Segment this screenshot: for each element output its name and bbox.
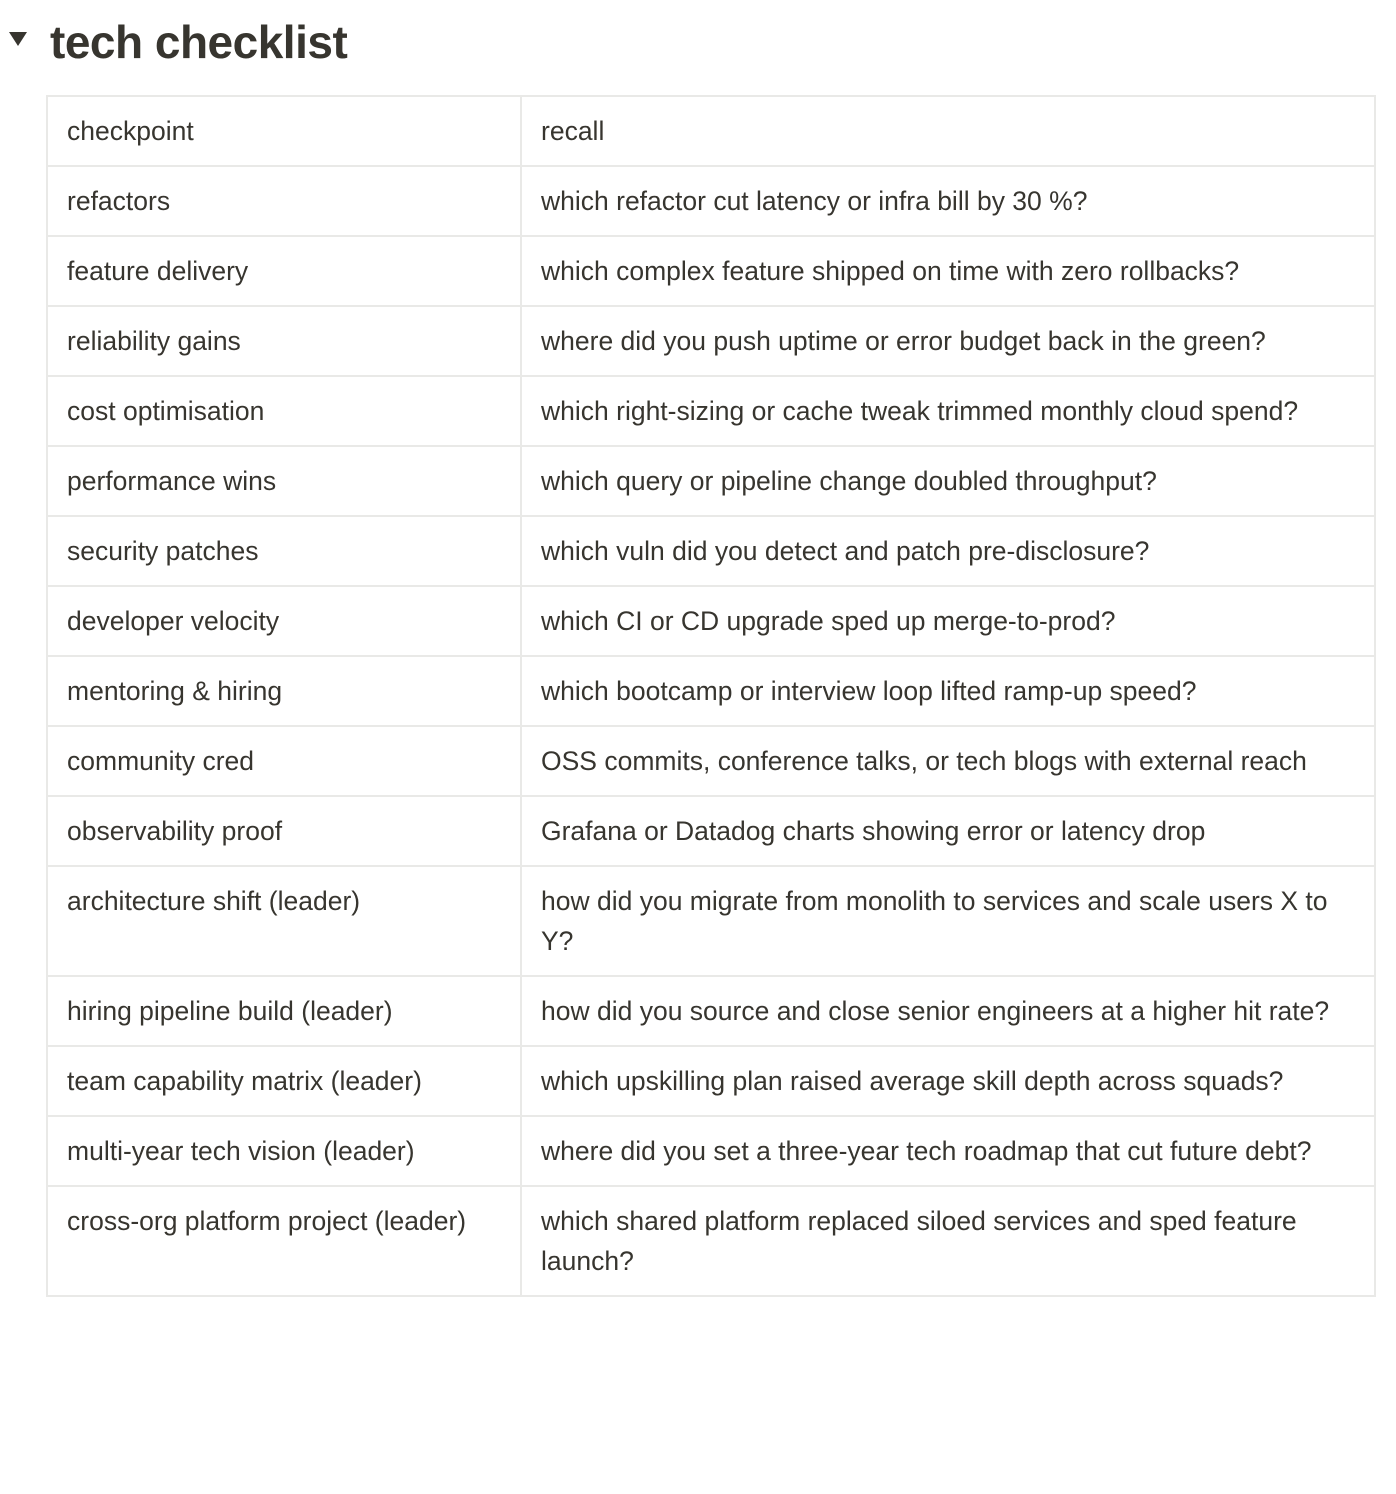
recall-cell[interactable]: which shared platform replaced siloed services and sped feature launch?	[521, 1186, 1375, 1296]
recall-cell[interactable]: where did you set a three-year tech roadmap that cut future debt?	[521, 1116, 1375, 1186]
table-row	[47, 446, 1375, 516]
checkpoint-cell[interactable]: checkpoint	[47, 96, 521, 166]
checklist-table-body	[47, 96, 1375, 1296]
checkpoint-cell[interactable]: team capability matrix (leader)	[47, 1046, 521, 1116]
checkpoint-cell[interactable]: multi-year tech vision (leader)	[47, 1116, 521, 1186]
recall-cell[interactable]: which CI or CD upgrade sped up merge-to-prod?	[521, 586, 1375, 656]
checkpoint-cell[interactable]: mentoring & hiring	[47, 656, 521, 726]
table-row	[47, 516, 1375, 586]
toggle-heading	[0, 10, 347, 74]
table-row	[47, 166, 1375, 236]
checkpoint-cell[interactable]: refactors	[47, 166, 521, 236]
recall-cell[interactable]: how did you source and close senior engineers at a higher hit rate?	[521, 976, 1375, 1046]
recall-cell[interactable]: which complex feature shipped on time with zero rollbacks?	[521, 236, 1375, 306]
checkpoint-cell[interactable]: developer velocity	[47, 586, 521, 656]
page-title: tech checklist	[50, 16, 348, 68]
table-row	[47, 306, 1375, 376]
recall-cell[interactable]: which query or pipeline change doubled throughput?	[521, 446, 1375, 516]
table-row	[47, 376, 1375, 446]
table-row	[47, 656, 1375, 726]
recall-cell[interactable]: which vuln did you detect and patch pre-disclosure?	[521, 516, 1375, 586]
table-row	[47, 1046, 1375, 1116]
table-row	[47, 96, 1375, 166]
recall-cell[interactable]: which refactor cut latency or infra bill by 30 %?	[521, 166, 1375, 236]
checkpoint-cell[interactable]: reliability gains	[47, 306, 521, 376]
checkpoint-cell[interactable]: cross-org platform project (leader)	[47, 1186, 521, 1296]
checkpoint-cell[interactable]: architecture shift (leader)	[47, 866, 521, 976]
checkpoint-cell[interactable]: observability proof	[47, 796, 521, 866]
recall-cell[interactable]: which upskilling plan raised average skill depth across squads?	[521, 1046, 1375, 1116]
recall-cell[interactable]: where did you push uptime or error budget back in the green?	[521, 306, 1375, 376]
table-row	[47, 976, 1375, 1046]
checkpoint-cell[interactable]: cost optimisation	[47, 376, 521, 446]
table-row	[47, 236, 1375, 306]
checkpoint-cell[interactable]: community cred	[47, 726, 521, 796]
table-row	[47, 796, 1375, 866]
table-row	[47, 586, 1375, 656]
recall-cell[interactable]: OSS commits, conference talks, or tech blogs with external reach	[521, 726, 1375, 796]
table-row	[47, 1116, 1375, 1186]
checkpoint-cell[interactable]: security patches	[47, 516, 521, 586]
checkpoint-cell[interactable]: hiring pipeline build (leader)	[47, 976, 521, 1046]
recall-cell[interactable]: recall	[521, 96, 1375, 166]
recall-cell[interactable]: Grafana or Datadog charts showing error or latency drop	[521, 796, 1375, 866]
table-row	[47, 866, 1375, 976]
checkpoint-cell[interactable]: performance wins	[47, 446, 521, 516]
table-row	[47, 1186, 1375, 1296]
table-row	[47, 726, 1375, 796]
recall-cell[interactable]: how did you migrate from monolith to services and scale users X to Y?	[521, 866, 1375, 976]
triangle-down-icon[interactable]	[2, 23, 34, 55]
checkpoint-cell[interactable]: feature delivery	[47, 236, 521, 306]
checklist-table-container	[46, 95, 1374, 1297]
recall-cell[interactable]: which right-sizing or cache tweak trimmed monthly cloud spend?	[521, 376, 1375, 446]
checklist-table	[46, 95, 1376, 1297]
recall-cell[interactable]: which bootcamp or interview loop lifted ramp-up speed?	[521, 656, 1375, 726]
